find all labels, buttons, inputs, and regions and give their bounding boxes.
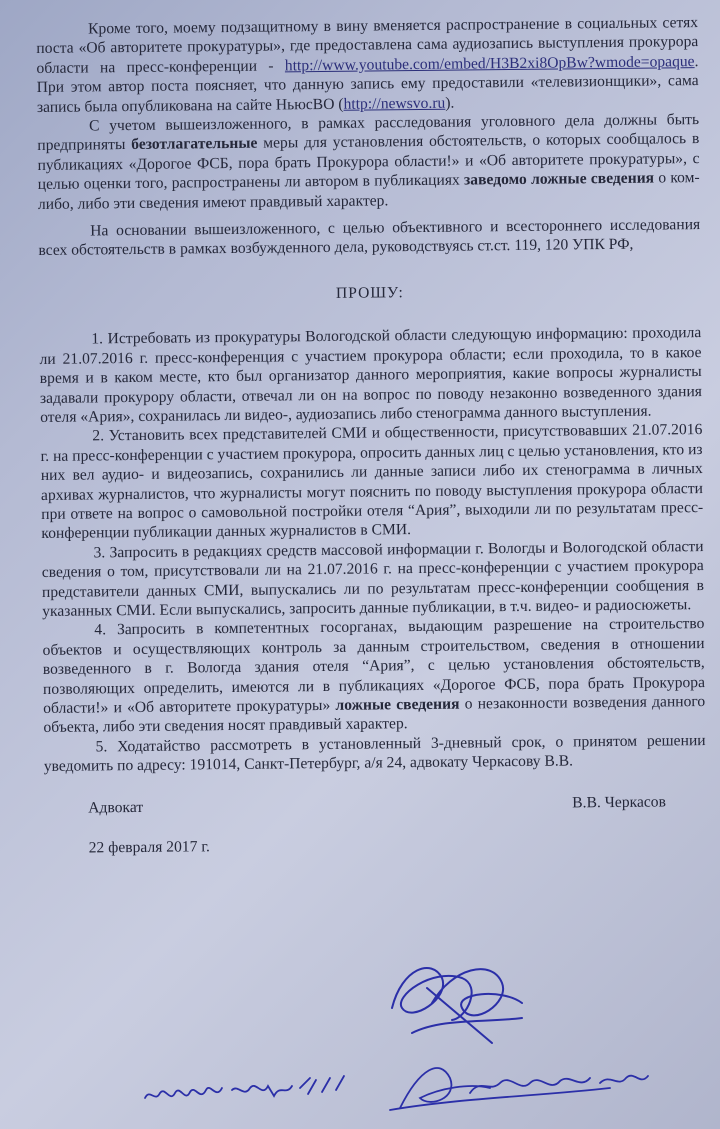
request-item-4 (42, 614, 705, 737)
handwritten-receipt-note (140, 1048, 700, 1118)
document-date: 22 февраля 2017 г. (88, 837, 210, 857)
signer-role: Адвокат (88, 798, 144, 817)
handwritten-signature (372, 948, 542, 1058)
text-span: меры для установления обстоятельств, о которых сообщалось в публикациях «Дорогое ФСБ, пора брать Прокурора области!» и «Об авторитете прокуратуры», с целью оценки того, распространены ли автором в публикациях (37, 130, 700, 194)
text-span: о незаконности возведения данного объекта, либо эти сведения носят правдивый характер. (43, 693, 706, 737)
bold-text: безотлагательные (131, 135, 258, 154)
request-heading: ПРОШУ: (335, 284, 404, 302)
newsvo-link[interactable]: http://newsvo.ru (343, 94, 446, 113)
request-item-2: 2. Установить всех представителей СМИ и общественности, присутствовавших 21.07.2016 г. на пресс-конференции с участием прокурора, опросить данных лиц с целью установления, кто из них вел аудио- и видеозапись, сохранились ли данные записи либо их стенограмма в личных архивах журналистов, что журналисты могут пояснить по поводу выступления прокурора области при ответе на вопрос о самовольной постройки отеля “Ария”, выходили ли по результатам пресс-конференции публикации данных журналистов в СМИ. (40, 421, 704, 543)
paragraph-basis: На основании вышеизложенного, с целью объективного и всестороннего исследования всех обстоятельств в рамках возбужденного дела, руководствуясь ст.ст. 119, 120 УПК РФ, (38, 216, 701, 260)
paragraph-repost (36, 13, 699, 117)
text-span: С учетом вышеизложенного, в рамках расследования уголовного дела должны быть предприняты (37, 111, 700, 155)
request-item-5: 5. Ходатайство рассмотреть в установленный 3-дневный срок, о принятом решении уведомить по адресу: 191014, Санкт-Петербург, а/я 24, адвокату Черкасову В.В. (43, 731, 706, 776)
text-span: ). (445, 94, 455, 112)
request-item-3: 3. Запросить в редакциях средств массовой информации г. Вологды и Вологодской области сведения о том, присутствовали ли на 21.07.2016 г. на пресс-конференции с участием прокурора представители данных СМИ, выпускались ли по результатам пресс-конференции сообщения в указанных СМИ. Если выпускались, запросить данные публикации, в т.ч. видео- и радиосюжеты. (41, 537, 705, 620)
document-page (36, 13, 707, 858)
text-span: 4. Запросить в компетентных госорганах, выдающим разрешение на строительство объектов и осуществляющих контроль за данным строительством, сведения в отношении возведенного в г. Вологда здания отеля “Ария”, с целью установления обстоятельств, позволяющих определить, имеются ли в публикациях «Дорогое ФСБ, пора брать Прокурора области!» и «Об авторитете прокуратуры» (42, 615, 706, 717)
request-item-1: 1. Истребовать из прокуратуры Вологодской области следующую информацию: проходила ли 21.07.2016 г. пресс-конференция с участием прокурора области; если проходила, то в какое время и в каком месте, кто был организатор данного мероприятия, какие вопросы журналисты задавали прокурору области, отвечал ли он на вопрос по поводу незаконно возведенного здания отеля «Ария», сохранилась ли видео-, аудиозапись либо стенограмма данного выступления. (39, 324, 703, 426)
text-span: . При этом автор поста поясняет, что данную запись ему предоставили «телевизионщики», сама запись была опубликована на сайте НьюсВО ( (36, 52, 699, 116)
paragraph-measures (37, 110, 700, 214)
bold-text: заведомо ложные сведения (463, 169, 655, 189)
signer-name: В.В. Черкасов (572, 793, 667, 812)
signature-row (44, 792, 706, 839)
bold-text: ложные сведения (335, 695, 460, 714)
text-span: о ком-либо, либо эти сведения имеют правдивый характер. (37, 169, 700, 213)
youtube-link[interactable]: http://www.youtube.com/embed/H3B2xi8OpBw?wmode=opaque (284, 52, 695, 75)
text-span: Кроме того, моему подзащитному в вину вменяется распространение в социальных сетях поста «Об авторитете прокуратуры», где предоставлена сама аудиозапись выступления прокурора области на пресс-конференции - (36, 14, 699, 77)
